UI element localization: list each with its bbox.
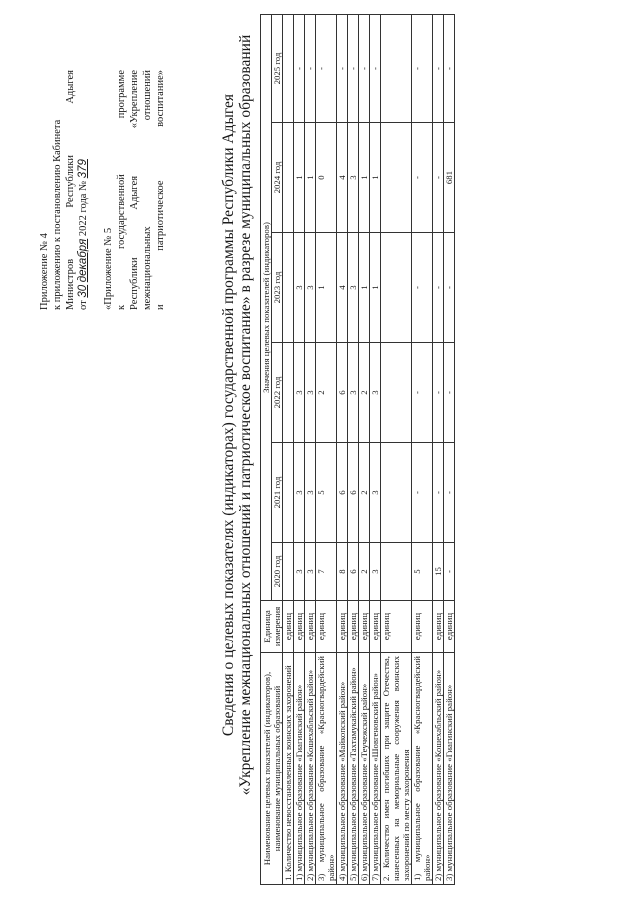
appendix-resolution-ref: к приложению к постановлению Кабинета <box>52 119 63 310</box>
value-cell: 6 <box>348 443 359 543</box>
document-title <box>220 25 254 805</box>
indicator-name: 1) муниципальное образование «Гиагинский район» <box>294 653 305 885</box>
unit-cell: единиц <box>370 601 381 653</box>
value-cell: - <box>412 233 433 343</box>
date-prefix: от <box>78 300 89 310</box>
table-row <box>283 15 294 885</box>
indicator-name: 1. Количество невосстановленных воинских захоронений <box>283 653 294 885</box>
date-day: 30 <box>77 284 89 298</box>
value-cell: 1 <box>316 233 337 343</box>
value-cell <box>283 543 294 601</box>
document-header <box>38 70 167 310</box>
unit-cell: единиц <box>283 601 294 653</box>
value-cell: - <box>444 15 455 123</box>
value-cell: 6 <box>337 443 348 543</box>
value-cell <box>381 543 412 601</box>
value-cell: - <box>444 233 455 343</box>
value-cell: 3 <box>305 443 316 543</box>
value-cell: 15 <box>433 543 444 601</box>
unit-cell: единиц <box>316 601 337 653</box>
value-cell: 1 <box>294 123 305 233</box>
unit-cell: единиц <box>294 601 305 653</box>
table-body <box>283 15 455 885</box>
header-year: 2024 год <box>272 123 283 233</box>
app5-adygea: Адыгея <box>129 175 140 210</box>
indicator-name: 3) муниципальное образование «Гиагинский район» <box>444 653 455 885</box>
table-row <box>305 15 316 885</box>
table-row <box>381 15 412 885</box>
value-cell: 6 <box>337 343 348 443</box>
value-cell: - <box>370 15 381 123</box>
value-cell: - <box>412 15 433 123</box>
app5-and: и <box>155 304 166 310</box>
value-cell <box>283 15 294 123</box>
value-cell: 3 <box>305 343 316 443</box>
app5-k: к <box>116 304 127 310</box>
value-cell: 1 <box>305 123 316 233</box>
app5-education: воспитание» <box>155 70 166 127</box>
value-cell: 5 <box>412 543 433 601</box>
value-cell: - <box>444 543 455 601</box>
adygea-word: Адыгея <box>65 70 76 104</box>
title-line-2: «Укрепление межнациональных отношений и патриотическое воспитание» в разрезе муниципальных образований <box>237 34 254 796</box>
header-unit: Единица измерения <box>261 601 283 653</box>
header-year: 2023 год <box>272 233 283 343</box>
value-cell: - <box>337 15 348 123</box>
indicator-name: 4) муниципальное образование «Майкопский район» <box>337 653 348 885</box>
value-cell: 0 <box>316 123 337 233</box>
indicator-name: 2) муниципальное образование «Кошехабльский район» <box>305 653 316 885</box>
value-cell: - <box>433 343 444 443</box>
unit-cell: единиц <box>433 601 444 653</box>
app5-program: программе <box>116 70 127 119</box>
value-cell: 3 <box>370 443 381 543</box>
value-cell: - <box>433 123 444 233</box>
ministers-word: Министров <box>65 258 76 310</box>
value-cell <box>381 123 412 233</box>
value-cell <box>283 233 294 343</box>
app5-title: «Приложение № 5 <box>103 227 114 310</box>
header-year: 2025 год <box>272 15 283 123</box>
value-cell: - <box>433 233 444 343</box>
header-values: Значения целевых показателей (индикаторов) <box>261 15 272 601</box>
unit-cell: единиц <box>337 601 348 653</box>
app5-line3 <box>141 70 154 310</box>
value-cell: 3 <box>305 543 316 601</box>
value-cell: 6 <box>348 543 359 601</box>
value-cell: 7 <box>316 543 337 601</box>
value-cell: - <box>412 123 433 233</box>
indicator-name: 2. Количество имен погибших при защите Отечества, нанесенных на мемориальные сооружения воинских захоронений по месту захоронения <box>381 653 412 885</box>
value-cell <box>283 443 294 543</box>
value-cell: 3 <box>305 233 316 343</box>
unit-cell: единиц <box>412 601 433 653</box>
value-cell <box>381 233 412 343</box>
value-cell: 4 <box>337 233 348 343</box>
value-cell: 2 <box>359 543 370 601</box>
value-cell: - <box>444 343 455 443</box>
value-cell: 2 <box>359 443 370 543</box>
value-cell: - <box>433 443 444 543</box>
app5-interethnic: межнациональных <box>142 226 153 310</box>
app5-patriotic: патриотическое <box>155 180 166 251</box>
header-year: 2020 год <box>272 543 283 601</box>
unit-cell: единиц <box>444 601 455 653</box>
value-cell: - <box>294 15 305 123</box>
value-cell: 1 <box>370 233 381 343</box>
value-cell: - <box>305 15 316 123</box>
table-row <box>294 15 305 885</box>
value-cell <box>283 343 294 443</box>
table-row <box>412 15 433 885</box>
unit-cell: единиц <box>359 601 370 653</box>
app5-line4 <box>154 70 167 310</box>
indicator-name: 1) муниципальное образование «Красногвардейский район» <box>412 653 433 885</box>
table-row <box>316 15 337 885</box>
value-cell: 3 <box>294 233 305 343</box>
value-cell: 3 <box>370 543 381 601</box>
value-cell: - <box>444 443 455 543</box>
value-cell: - <box>412 443 433 543</box>
value-cell: 3 <box>348 233 359 343</box>
title-line-1: Сведения о целевых показателях (индикаторах) государственной программы Республики Адыгея <box>220 93 237 737</box>
table-row <box>337 15 348 885</box>
date-month: декабря <box>77 238 89 283</box>
value-cell: 681 <box>444 123 455 233</box>
header-year: 2022 год <box>272 343 283 443</box>
date-year: 2022 года № <box>78 180 89 237</box>
value-cell <box>283 123 294 233</box>
table-row <box>370 15 381 885</box>
republic-word: Республики <box>65 154 76 208</box>
value-cell: 8 <box>337 543 348 601</box>
value-cell: 3 <box>294 543 305 601</box>
appendix-number: Приложение № 4 <box>39 233 50 310</box>
table-row <box>359 15 370 885</box>
indicator-name: 5) муниципальное образование «Тахтамукайский район» <box>348 653 359 885</box>
value-cell: 3 <box>294 343 305 443</box>
value-cell: 3 <box>348 123 359 233</box>
value-cell: 1 <box>359 233 370 343</box>
app5-republic: Республики <box>129 257 140 310</box>
indicator-name: 2) муниципальное образование «Кошехабльский район» <box>433 653 444 885</box>
value-cell: 1 <box>359 123 370 233</box>
value-cell: 3 <box>294 443 305 543</box>
indicator-name: 7) муниципальное образование «Шовгеновский район» <box>370 653 381 885</box>
value-cell: 4 <box>337 123 348 233</box>
unit-cell: единиц <box>348 601 359 653</box>
value-cell <box>381 15 412 123</box>
value-cell: 5 <box>316 443 337 543</box>
table-row <box>444 15 455 885</box>
value-cell: - <box>316 15 337 123</box>
indicators-table <box>260 14 455 885</box>
value-cell: - <box>348 15 359 123</box>
unit-cell: единиц <box>305 601 316 653</box>
unit-cell: единиц <box>381 601 412 653</box>
date-line <box>77 70 90 310</box>
value-cell: - <box>412 343 433 443</box>
value-cell: 2 <box>316 343 337 443</box>
header-year: 2021 год <box>272 443 283 543</box>
value-cell: 3 <box>348 343 359 443</box>
app5-state: государственной <box>116 174 127 250</box>
value-cell <box>381 443 412 543</box>
value-cell: - <box>433 15 444 123</box>
resolution-number: 379 <box>77 159 89 179</box>
app5-line1 <box>115 70 128 310</box>
value-cell: 2 <box>359 343 370 443</box>
table-row <box>348 15 359 885</box>
ministers-line <box>64 70 77 310</box>
value-cell: 1 <box>370 123 381 233</box>
indicator-name: 6) муниципальное образование «Теучежский район» <box>359 653 370 885</box>
value-cell: 3 <box>370 343 381 443</box>
app5-line2 <box>128 70 141 310</box>
table-row <box>433 15 444 885</box>
value-cell <box>381 343 412 443</box>
app5-strengthening: «Укрепление <box>129 70 140 129</box>
header-name: Наименование целевых показателей (индикаторов), наименование муниципальных образований <box>261 653 283 885</box>
indicator-name: 3) муниципальное образование «Красногвардейский район» <box>316 653 337 885</box>
app5-relations: отношений <box>142 70 153 121</box>
value-cell: - <box>359 15 370 123</box>
